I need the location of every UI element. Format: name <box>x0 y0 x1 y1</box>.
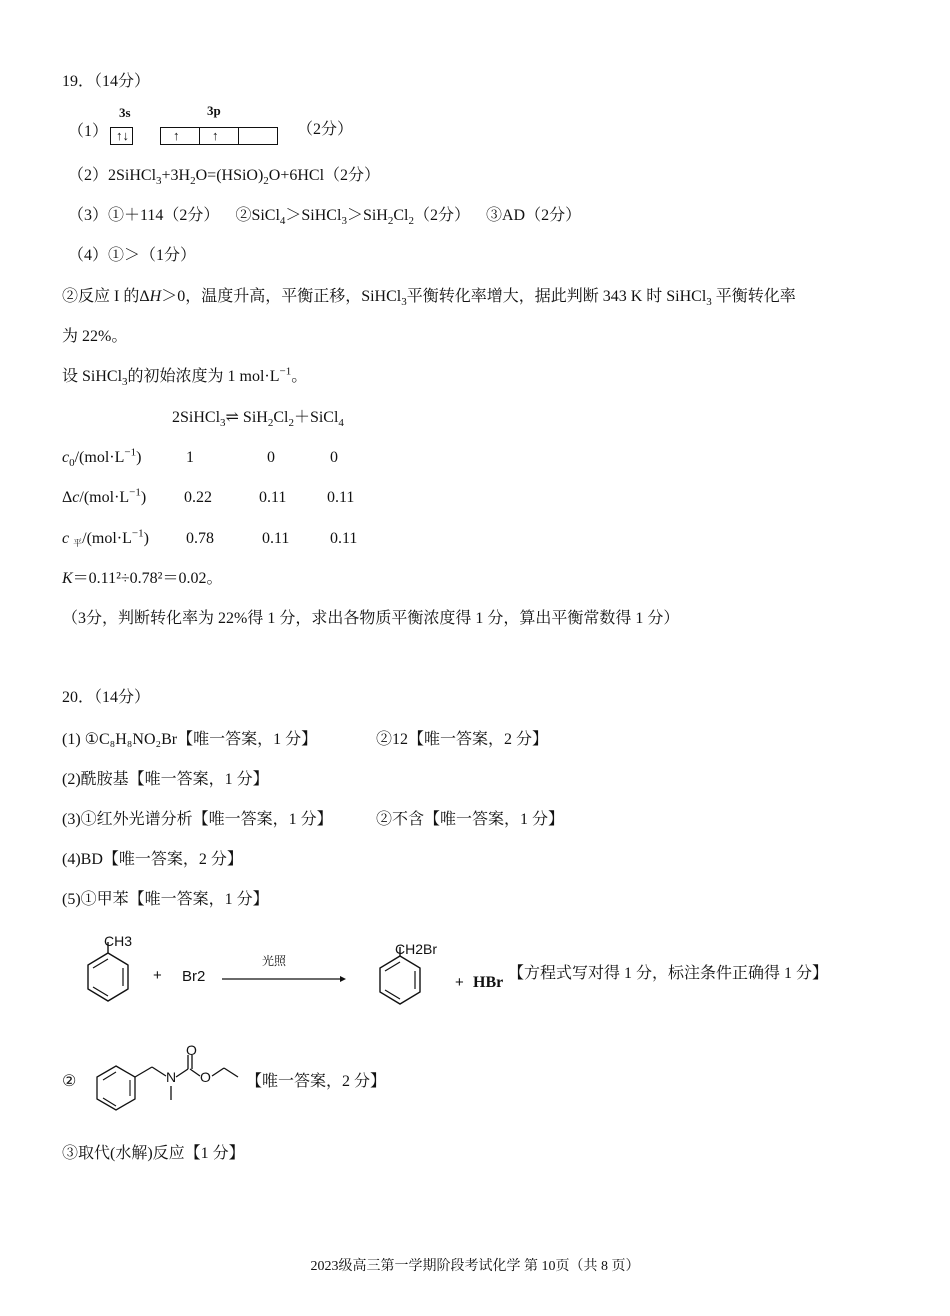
q19-header: 19．（14分） <box>62 73 151 90</box>
ch2br-label: CH2Br <box>395 941 438 957</box>
q19-p2: $(2)2SiHCl_3+3H_2O=(HSiO)_2O+6HCl(2$分） <box>68 167 381 188</box>
table-cell: 0.78 <box>186 530 214 547</box>
reaction-score: 【方程式写对得 1 分，标注条件正确得 1 分】 <box>508 965 829 982</box>
q19-p1-score: （2分） <box>297 121 354 138</box>
q20-p1-a: (1) ①C₈H₈NO₂Br【唯一答案，1 分】 <box>62 731 318 748</box>
carbonyl-oxygen-atom: O <box>186 1042 197 1058</box>
orbital-3s-label: 3s <box>119 105 131 120</box>
equilibrium-equation: 2SiHCl$_3$⇌ $SiH_2Cl_2+SiCl_4$ <box>172 409 344 430</box>
table-cell: 0.11 <box>327 489 355 506</box>
table-cell: 0.11 <box>262 530 290 547</box>
page-footer: 2023级高三第一学期阶段考试化学 第 10页（共 8 页） <box>310 1259 640 1274</box>
equilibrium-constant: K＝0.11²÷0.78²＝0.02。 <box>62 570 223 587</box>
orbital-box-3p-2 <box>199 127 239 145</box>
table-row-label: c 平$/(mol\cdot L^{-1})$ <box>62 527 149 548</box>
electron-up: ↑ <box>212 128 219 143</box>
table-cell: 0.11 <box>330 530 358 547</box>
table-cell: 0 <box>267 449 275 466</box>
table-cell: 1 <box>186 449 194 466</box>
q20-p2: (2)酰胺基【唯一答案，1 分】 <box>62 771 269 788</box>
q20-p5: (5)①甲苯【唯一答案，1 分】 <box>62 891 269 908</box>
toluene-ch3-label: CH3 <box>104 933 133 949</box>
orbital-box-3p-1 <box>160 127 200 145</box>
reaction-condition: 光照 <box>262 954 287 968</box>
q19-p3: （3）①＋114（2分） $②SiCl_4>SiHCl_3>SiH_2Cl_2(2$分） ③AD（2分） <box>68 207 582 228</box>
q20-p4: (4)BD【唯一答案，2 分】 <box>62 851 243 868</box>
table-cell: 0.11 <box>259 489 287 506</box>
nitrogen-atom: N <box>166 1069 177 1085</box>
q19-note: （3分，判断转化率为 22%得 1 分，求出各物质平衡浓度得 1 分，算出平衡常数得 1 分） <box>62 610 680 627</box>
hbr-byproduct: HBr <box>473 974 504 991</box>
q20-p5-2-label: ② <box>62 1073 77 1090</box>
q19-p1-label: （1） <box>68 123 109 140</box>
orbital-box-3s <box>110 127 133 145</box>
orbital-box-3p-3 <box>238 127 278 145</box>
q20-p5-2-score: 【唯一答案，2 分】 <box>246 1073 387 1090</box>
orbital-3p-label: 3p <box>207 103 221 118</box>
q20-p5-3: ③取代(水解)反应【1 分】 <box>62 1145 245 1162</box>
plus-sign: + <box>455 974 464 991</box>
q19-p4: （4）①＞（1分） <box>68 247 197 264</box>
table-cell: 0.22 <box>184 489 212 506</box>
table-row-label: $\Delta c/(mol\cdot L^{-1})$ <box>62 486 147 506</box>
electron-up: ↑ <box>173 128 180 143</box>
q19-p5-line2: 为 22%。 <box>62 328 128 345</box>
q20-header: 20．（14分） <box>62 689 151 706</box>
q20-p3-a: (3)①红外光谱分析【唯一答案，1 分】 <box>62 811 333 828</box>
plus-sign: + <box>153 967 162 984</box>
q20-p1-b: ②12【唯一答案，2 分】 <box>376 731 549 748</box>
q19-p5-line1: ②反应 I 的ΔH＞0，温度升高，平衡正移，SiHCl$_3$平衡转化率增大，据此判断 343 K 时 SiHCl$_3$ 平衡转化率 <box>62 288 796 309</box>
q19-p5-line3: 设 SiHCl$_3$的初始浓度为 1 $mol\cdot L^{-1}$。 <box>62 365 308 389</box>
bromine-reagent: Br2 <box>182 968 206 985</box>
ester-oxygen-atom: O <box>200 1069 211 1085</box>
table-cell: 0 <box>330 449 338 466</box>
electron-pair: ↑↓ <box>116 128 129 143</box>
q20-p3-b: ②不含【唯一答案，1 分】 <box>376 811 565 828</box>
reaction-arrow <box>222 973 352 985</box>
table-row-label: $c_0/(mol\cdot L^{-1})$ <box>62 446 142 470</box>
